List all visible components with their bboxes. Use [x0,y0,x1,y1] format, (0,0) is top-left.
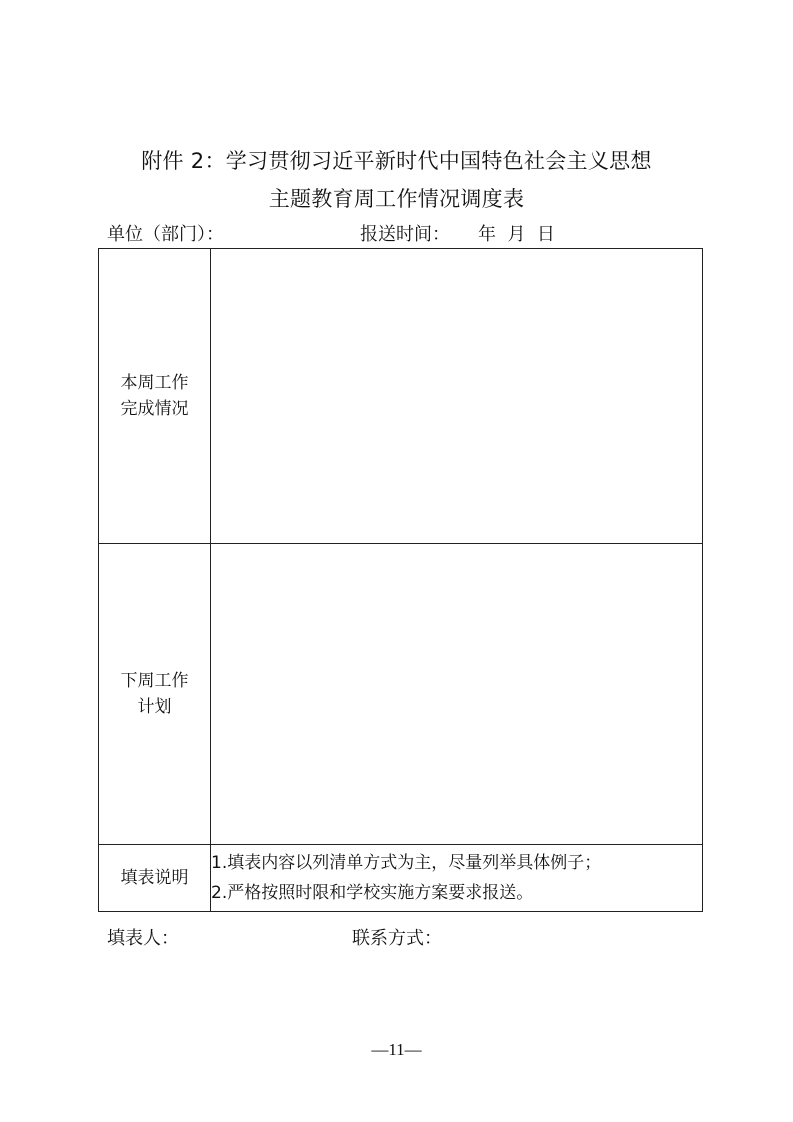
this-week-label-line-2: 完成情况 [120,399,189,419]
next-week-label-line-1: 下周工作 [120,671,189,691]
note-item-1: 1.填表内容以列清单方式为主，尽量列举具体例子； [211,853,602,873]
report-time-label: 报送时间： [360,224,450,245]
page-number: —11— [371,1040,422,1059]
next-week-label-line-2: 计划 [137,697,172,717]
document-title-line-2: 主题教育周工作情况调度表 [268,187,525,211]
contact-info-label: 联系方式： [352,928,442,949]
this-week-row [99,249,703,544]
weekly-report-table [98,248,703,912]
note-item-2: 2.严格按照时限和学校实施方案要求报送。 [211,883,534,903]
notes-label-cell: 填表说明 [99,845,211,912]
next-week-row [99,544,703,845]
form-filler-label: 填表人： [107,928,179,949]
notes-row [99,845,703,912]
document-title-line-1: 附件 2：学习贯彻习近平新时代中国特色社会主义思想 [141,149,652,173]
unit-department-label: 单位（部门）： [107,224,224,245]
next-week-content-cell[interactable] [211,544,703,845]
notes-content-cell [211,845,703,912]
this-week-label-line-1: 本周工作 [120,373,189,393]
this-week-label-cell [99,249,211,544]
next-week-label-cell [99,544,211,845]
report-date-fields: 年 月 日 [478,224,555,245]
this-week-content-cell[interactable] [211,249,703,544]
